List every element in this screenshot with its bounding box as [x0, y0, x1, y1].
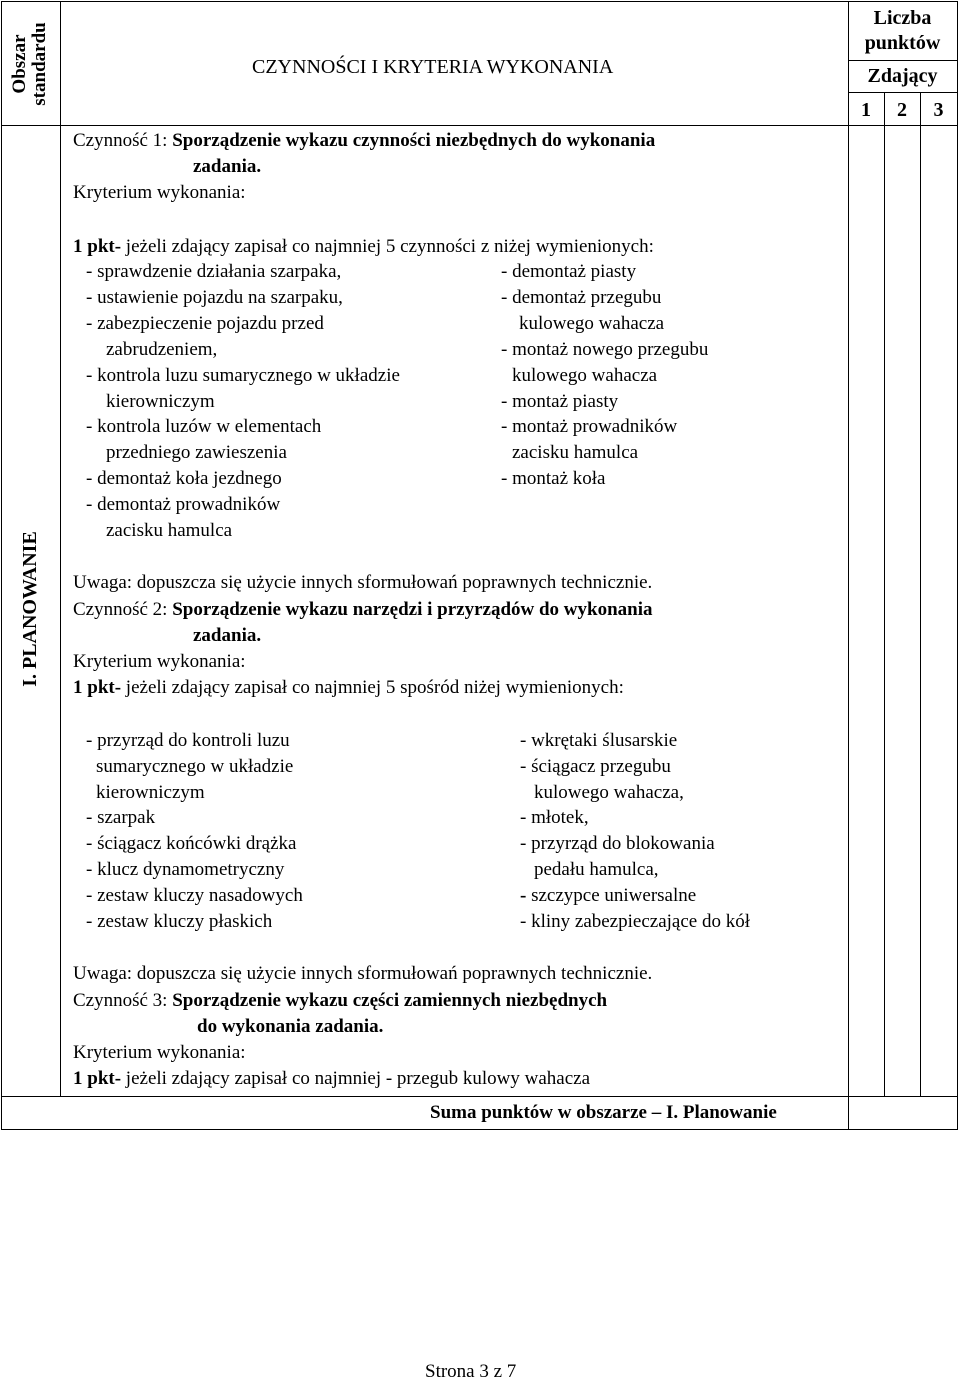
task1-heading	[73, 131, 655, 150]
list-item: pedału hamulca,	[534, 859, 659, 880]
list-item: - sprawdzenie działania szarpaka,	[86, 261, 342, 282]
list-item: - przyrząd do kontroli luzu	[86, 730, 290, 751]
page-footer: Strona 3 z 7	[425, 1361, 517, 1382]
task2-note: Uwaga: dopuszcza się użycie innych sformułowań poprawnych technicznie.	[73, 963, 653, 984]
list-item: - ustawienie pojazdu na szarpaku,	[86, 287, 343, 308]
zdajacy-bottom-line	[848, 92, 957, 93]
task2-rule-bold: 1 pkt-	[73, 677, 122, 698]
points-header-line3: Zdający	[867, 65, 938, 87]
list-item: - montaż prowadników	[501, 416, 678, 437]
list-item: kulowego wahacza	[512, 365, 658, 386]
task2-criterion: Kryterium wykonania:	[73, 651, 246, 672]
list-item: - demontaż koła jezdnego	[86, 468, 282, 489]
task3-rule-bold: 1 pkt-	[73, 1068, 122, 1089]
area-name: I. PLANOWANIE	[19, 531, 41, 687]
list-item: - montaż nowego przegubu	[501, 339, 709, 360]
page-title: CZYNNOŚCI I KRYTERIA WYKONANIA	[252, 56, 614, 78]
list-item: - ściągacz końcówki drążka	[86, 833, 297, 854]
area-col-border	[60, 1, 61, 1097]
list-item: - demontaż przegubu	[501, 287, 662, 308]
list-item: sumarycznego w układzie	[96, 756, 294, 777]
col-header-2: 2	[897, 99, 907, 121]
task2-rule	[73, 678, 624, 697]
task1-title-line2: zadania.	[193, 156, 262, 177]
list-item-text: szczypce uniwersalne	[531, 885, 697, 906]
list-item: przedniego zawieszenia	[106, 442, 287, 463]
list-item: - młotek,	[520, 807, 589, 828]
list-item: - zabezpieczenie pojazdu przed	[86, 313, 324, 334]
table-left-border	[1, 1, 2, 1130]
sum-row-top-border	[1, 1096, 957, 1097]
points-header-line1: Liczba	[873, 7, 932, 29]
task1-rule-text: jeżeli zdający zapisał co najmniej 5 czynności z niżej wymienionych:	[121, 236, 654, 257]
area-header-line2: standardu	[29, 22, 50, 106]
zdajacy-line	[848, 60, 957, 61]
task2-prefix: Czynność 2:	[73, 599, 173, 620]
col1-border	[884, 92, 885, 1097]
list-item: - demontaż piasty	[501, 261, 637, 282]
task3-rule-text: jeżeli zdający zapisał co najmniej - przegub kulowy wahacza	[121, 1068, 591, 1089]
list-item: kulowego wahacza	[519, 313, 665, 334]
task3-title-line1: Sporządzenie wykazu części zamiennych niezbędnych	[172, 990, 608, 1011]
task1-prefix: Czynność 1:	[73, 130, 173, 151]
task1-note: Uwaga: dopuszcza się użycie innych sformułowań poprawnych technicznie.	[73, 572, 653, 593]
sum-label: Suma punktów w obszarze – I. Planowanie	[430, 1102, 777, 1123]
area-header	[10, 4, 50, 124]
points-col-border	[848, 1, 849, 1130]
task3-prefix: Czynność 3:	[73, 990, 173, 1011]
list-item: kierowniczym	[96, 782, 205, 803]
list-item: zacisku hamulca	[106, 520, 233, 541]
task2-title-line2: zadania.	[193, 625, 262, 646]
list-item: - zestaw kluczy nasadowych	[86, 885, 303, 906]
task2-heading	[73, 600, 653, 619]
area-header-line1: Obszar	[9, 34, 30, 94]
list-item: - kontrola luzów w elementach	[86, 416, 322, 437]
list-item: kulowego wahacza,	[534, 782, 684, 803]
list-item: - montaż koła	[501, 468, 606, 489]
list-item: - kontrola luzu sumarycznego w układzie	[86, 365, 400, 386]
list-item	[520, 886, 696, 905]
list-item: - szarpak	[86, 807, 156, 828]
points-header-line2: punktów	[864, 32, 941, 54]
task3-heading	[73, 991, 607, 1010]
task3-criterion: Kryterium wykonania:	[73, 1042, 246, 1063]
table-bottom-border	[1, 1129, 957, 1130]
table-right-border	[957, 1, 958, 1130]
list-item: - zestaw kluczy płaskich	[86, 911, 273, 932]
list-item: - ściągacz przegubu	[520, 756, 671, 777]
col-header-1: 1	[861, 99, 871, 121]
bold-dash: -	[520, 885, 532, 906]
task2-rule-text: jeżeli zdający zapisał co najmniej 5 spośród niżej wymienionych:	[121, 677, 624, 698]
list-item: - montaż piasty	[501, 391, 619, 412]
col-header-3: 3	[933, 99, 944, 121]
task3-rule	[73, 1069, 590, 1088]
task3-title-line2: do wykonania zadania.	[197, 1016, 384, 1037]
list-item: - wkrętaki ślusarskie	[520, 730, 678, 751]
task1-rule-bold: 1 pkt-	[73, 236, 122, 257]
list-item: zabrudzeniem,	[106, 339, 218, 360]
task2-title-line1: Sporządzenie wykazu narzędzi i przyrządów do wykonania	[172, 599, 653, 620]
col2-border	[920, 92, 921, 1097]
header-bottom-border	[1, 125, 957, 126]
list-item: - przyrząd do blokowania	[520, 833, 715, 854]
list-item: - klucz dynamometryczny	[86, 859, 285, 880]
list-item: - demontaż prowadników	[86, 494, 281, 515]
task1-title-line1: Sporządzenie wykazu czynności niezbędnych do wykonania	[172, 130, 656, 151]
list-item: kierowniczym	[106, 391, 215, 412]
task1-rule	[73, 237, 654, 256]
list-item: zacisku hamulca	[512, 442, 639, 463]
task1-criterion: Kryterium wykonania:	[73, 182, 246, 203]
list-item: - kliny zabezpieczające do kół	[520, 911, 750, 932]
table-top-border	[1, 1, 957, 2]
